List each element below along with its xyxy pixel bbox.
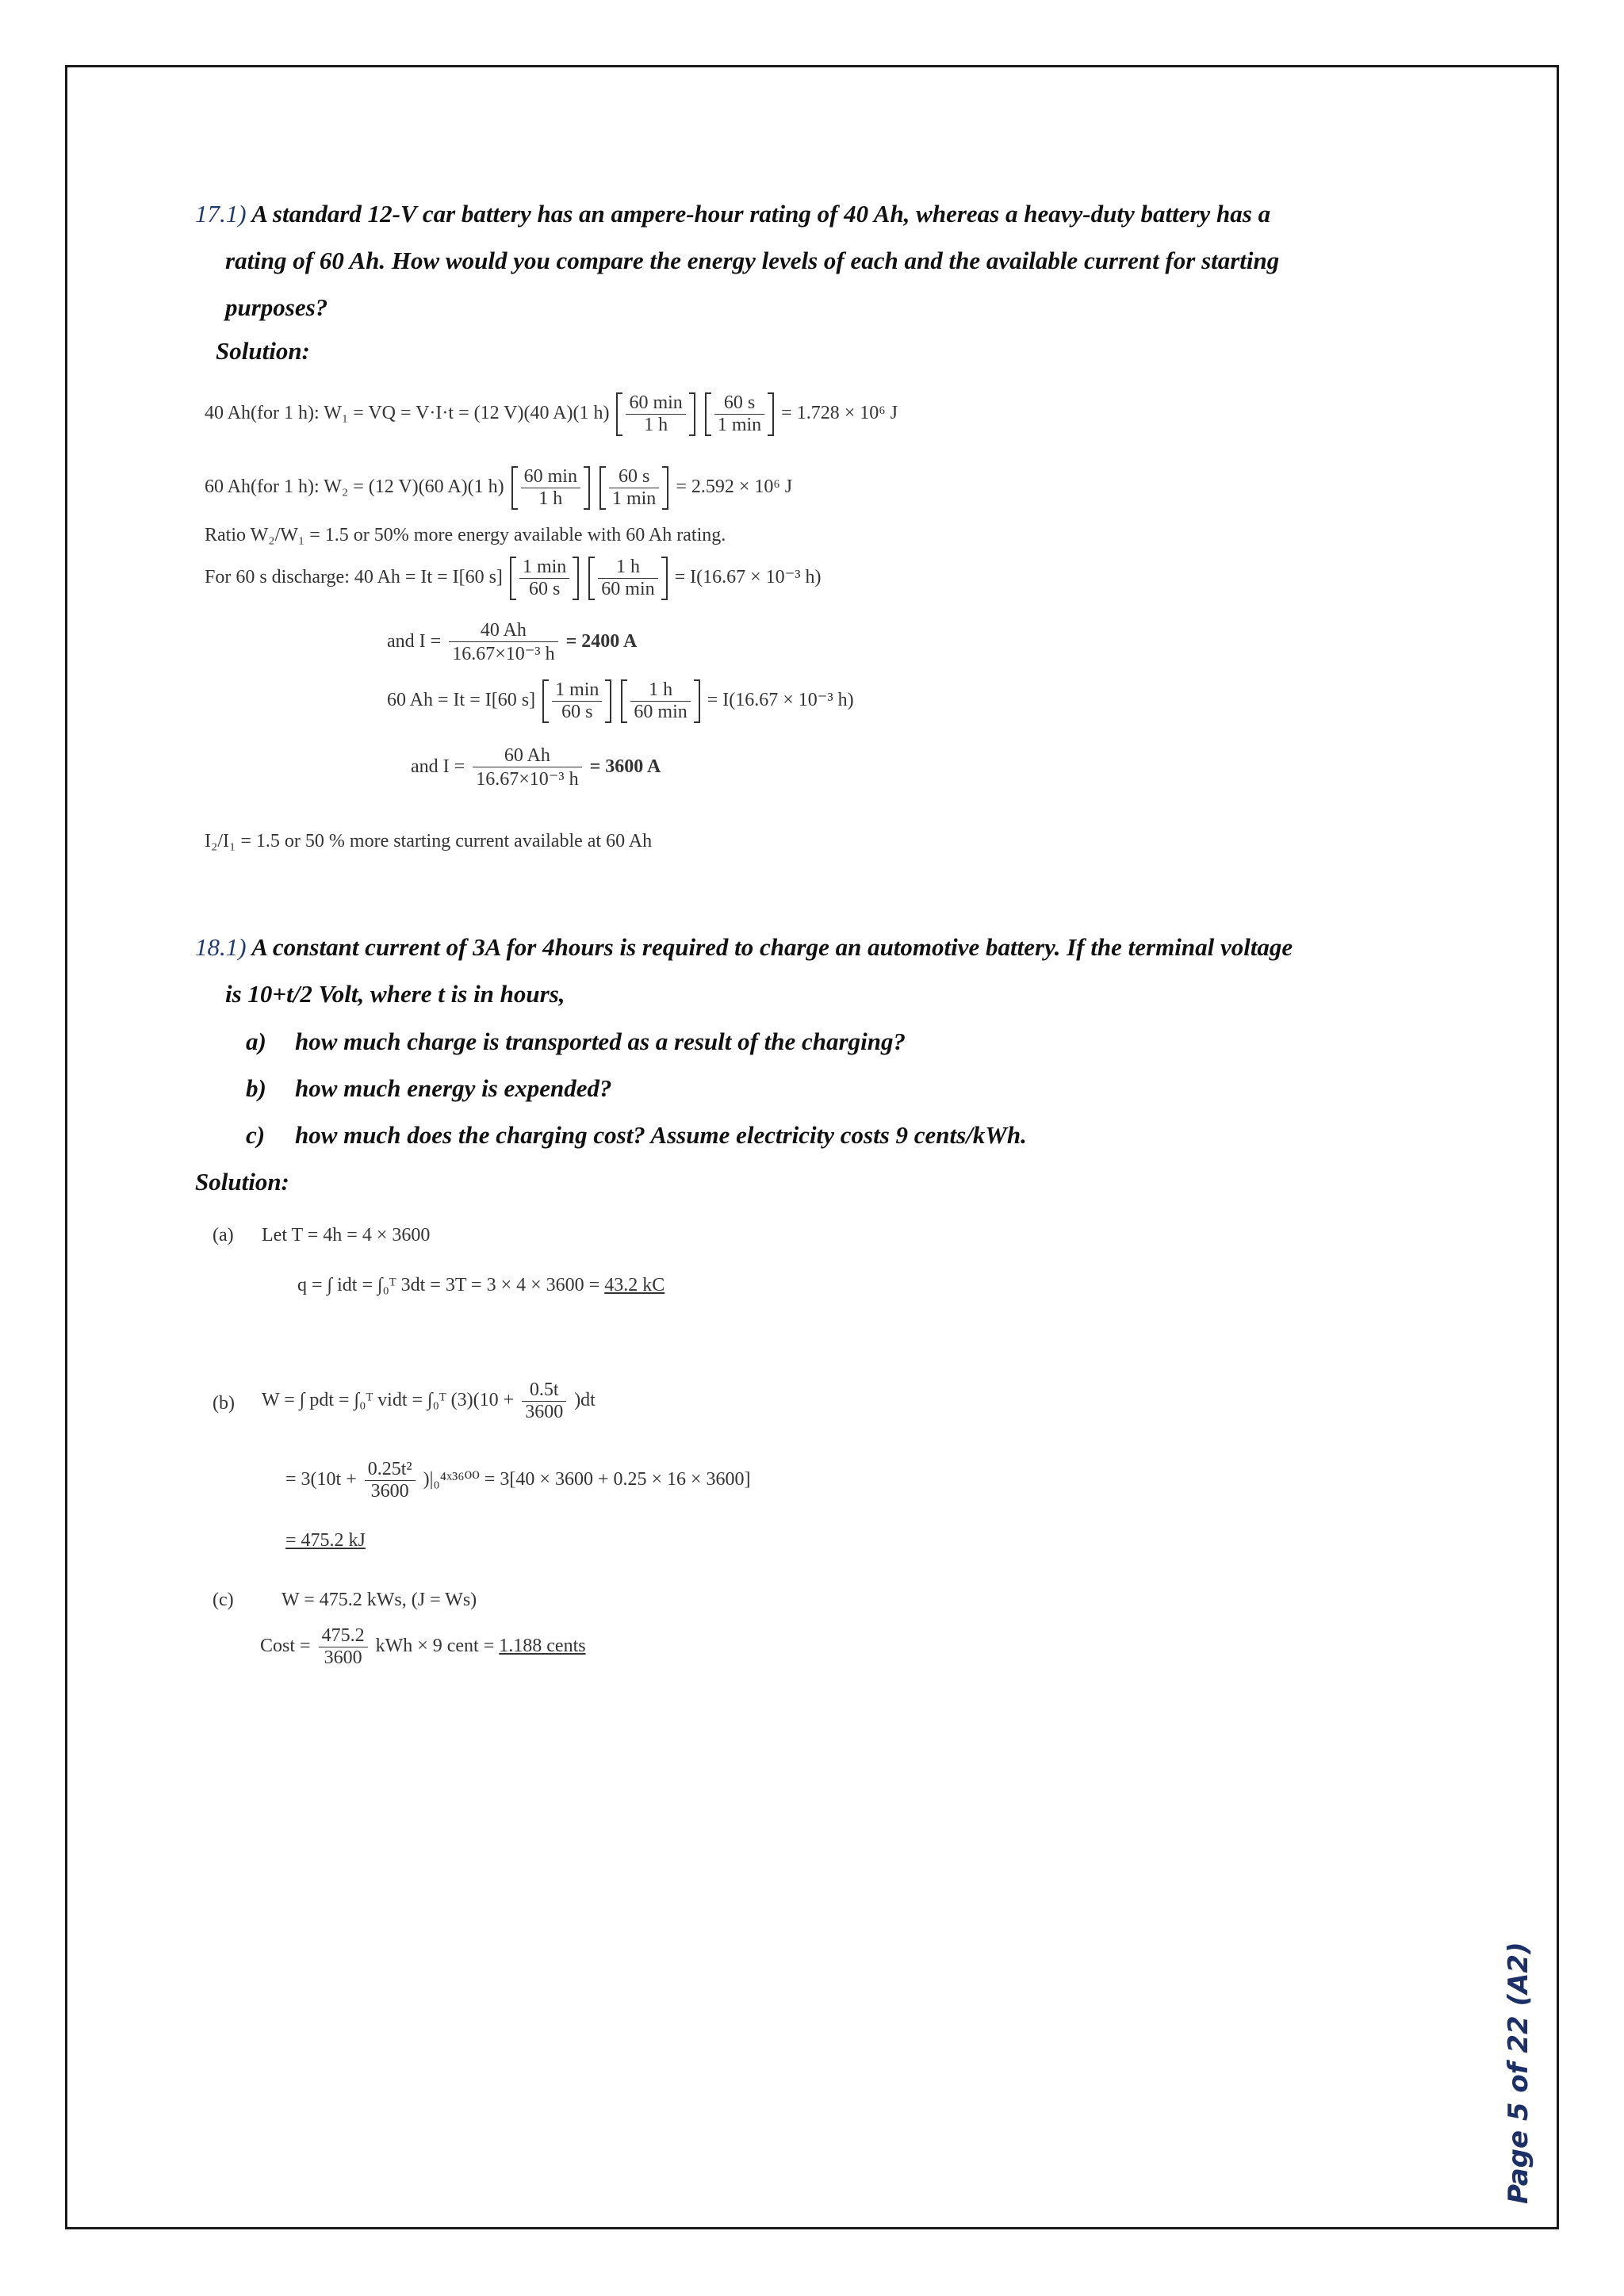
charge-equation: q = ∫ idt = ∫₀ᵀ 3dt = 3T = 3 × 4 × 3600 =: [297, 1275, 600, 1295]
part-c-label: (c): [213, 1590, 234, 1610]
question-text-line-2: is 10+t/2 Volt, where t is in hours,: [225, 980, 565, 1008]
question-text-line-1: A constant current of 3A for 4hours is required to charge an automotive battery. If the terminal voltage: [251, 933, 1293, 961]
fraction-denominator: 1 min: [611, 488, 657, 509]
fraction-numerator: 1 h: [598, 557, 657, 579]
fraction-numerator: 60 s: [714, 392, 764, 415]
fraction-denominator: 16.67×10⁻³ h: [476, 769, 579, 790]
equation-result: = I(16.67 × 10⁻³ h): [674, 567, 822, 588]
question-text-line-2: rating of 60 Ah. How would you compare the energy levels of each and the available current for starting: [225, 247, 1280, 274]
equation-current-60ah: [411, 745, 661, 790]
fraction-numerator: 1 h: [630, 679, 690, 702]
fraction-denominator: 3600: [324, 1647, 362, 1668]
page-number: Page 5 of 22 (A2): [1503, 1942, 1534, 2204]
equation-lhs: For 60 s discharge: 40 Ah = It = I[60 s]: [205, 567, 503, 588]
question-text-line-1: A standard 12-V car battery has an ampere-hour rating of 40 Ah, whereas a heavy-duty battery has a: [251, 200, 1271, 228]
fraction-denominator: 60 s: [561, 702, 593, 722]
question-text-line-3: purposes?: [225, 293, 328, 321]
sub-question-text: how much charge is transported as a result of the charging?: [295, 1027, 906, 1055]
fraction-denominator: 60 min: [634, 702, 688, 722]
equation-w1-result: = 1.728 × 10⁶ J: [781, 403, 898, 424]
fraction-denominator: 60 min: [601, 579, 655, 599]
sub-question-b: [246, 1074, 612, 1103]
energy-equation-suffix: )dt: [574, 1390, 596, 1411]
cost-multiplier: kWh × 9 cent =: [375, 1636, 495, 1657]
question-18-1: [195, 924, 1432, 1017]
question-number: 17.1): [195, 200, 247, 228]
equation-w2-result: = 2.592 × 10⁶ J: [676, 476, 793, 498]
part-a-label: (a): [213, 1225, 234, 1246]
equation-lhs: and I =: [387, 631, 442, 652]
ratio-statement: Ratio W₂/W₁ = 1.5 or 50% more energy available with 60 Ah rating.: [205, 525, 726, 545]
fraction-numerator: 0.5t: [522, 1380, 566, 1402]
equation-w2: [205, 466, 792, 510]
part-b-energy-evaluated: [285, 1459, 751, 1502]
part-c-cost: [260, 1625, 586, 1669]
part-a-let: Let T = 4h = 4 × 3600: [262, 1225, 431, 1246]
question-number: 18.1): [195, 933, 247, 961]
part-a-charge: [297, 1275, 665, 1296]
equation-lhs: 60 Ah = It = I[60 s]: [387, 690, 536, 711]
sub-question-label: b): [246, 1074, 266, 1102]
energy-equation: W = ∫ pdt = ∫₀ᵀ vidt = ∫₀ᵀ (3)(10 +: [262, 1390, 515, 1411]
question-17-1: [195, 190, 1432, 331]
solution-label: Solution:: [216, 337, 310, 365]
fraction-denominator: 60 s: [528, 579, 561, 599]
part-c-work: W = 475.2 kWs, (J = Ws): [282, 1590, 477, 1610]
equation-discharge-40ah: [205, 557, 822, 600]
current-ratio-statement: I₂/I₁ = 1.5 or 50 % more starting current available at 60 Ah: [205, 831, 653, 851]
solution-label: Solution:: [195, 1168, 289, 1196]
fraction-numerator: 1 min: [552, 679, 602, 702]
fraction-denominator: 16.67×10⁻³ h: [452, 644, 555, 664]
equation-w2-lhs: 60 Ah(for 1 h): W₂ = (12 V)(60 A)(1 h): [205, 476, 504, 498]
charge-result: 43.2 kC: [604, 1275, 665, 1295]
fraction-numerator: 475.2: [319, 1625, 368, 1647]
fraction-numerator: 60 min: [521, 466, 580, 488]
sub-question-text: how much does the charging cost? Assume electricity costs 9 cents/kWh.: [295, 1121, 1027, 1149]
fraction-numerator: 0.25t²: [365, 1459, 416, 1481]
part-b-energy-result: [285, 1530, 366, 1552]
sub-question-text: how much energy is expended?: [295, 1074, 612, 1102]
fraction-numerator: 60 min: [626, 392, 685, 415]
energy-substitution: = 3[40 × 3600 + 0.25 × 16 × 3600]: [484, 1469, 751, 1490]
integration-limits: )|₀⁴ˣ³⁶⁰⁰: [423, 1469, 480, 1490]
equation-lhs: and I =: [411, 756, 465, 778]
fraction-denominator: 1 h: [538, 488, 563, 509]
equation-current-40ah: [387, 620, 637, 665]
equation-w1: [205, 392, 898, 436]
fraction-denominator: 3600: [370, 1481, 409, 1502]
sub-question-c: [246, 1121, 1027, 1150]
fraction-denominator: 1 min: [717, 415, 762, 435]
fraction-denominator: 1 h: [644, 415, 668, 435]
sub-question-label: c): [246, 1121, 266, 1149]
fraction-numerator: 60 Ah: [473, 745, 581, 767]
equation-discharge-60ah: [387, 679, 854, 723]
equation-w1-lhs: 40 Ah(for 1 h): W₁ = VQ = V·I·t = (12 V)(40 A)(1 h): [205, 403, 610, 424]
fraction-numerator: 1 min: [519, 557, 569, 579]
current-40ah-result: = 2400 A: [565, 631, 638, 652]
equation-result: = I(16.67 × 10⁻³ h): [707, 690, 854, 711]
sub-question-label: a): [246, 1027, 266, 1055]
part-b-energy-integral: [262, 1380, 596, 1423]
current-60ah-result: = 3600 A: [589, 756, 661, 778]
cost-lhs: Cost =: [260, 1636, 311, 1657]
fraction-numerator: 40 Ah: [449, 620, 557, 642]
energy-result: = 475.2 kJ: [285, 1530, 366, 1551]
energy-antiderivative: = 3(10t +: [285, 1469, 357, 1490]
cost-result: 1.188 cents: [499, 1636, 586, 1657]
fraction-denominator: 3600: [525, 1402, 564, 1422]
fraction-numerator: 60 s: [609, 466, 659, 488]
part-b-label: (b): [213, 1393, 235, 1414]
sub-question-a: [246, 1027, 906, 1056]
